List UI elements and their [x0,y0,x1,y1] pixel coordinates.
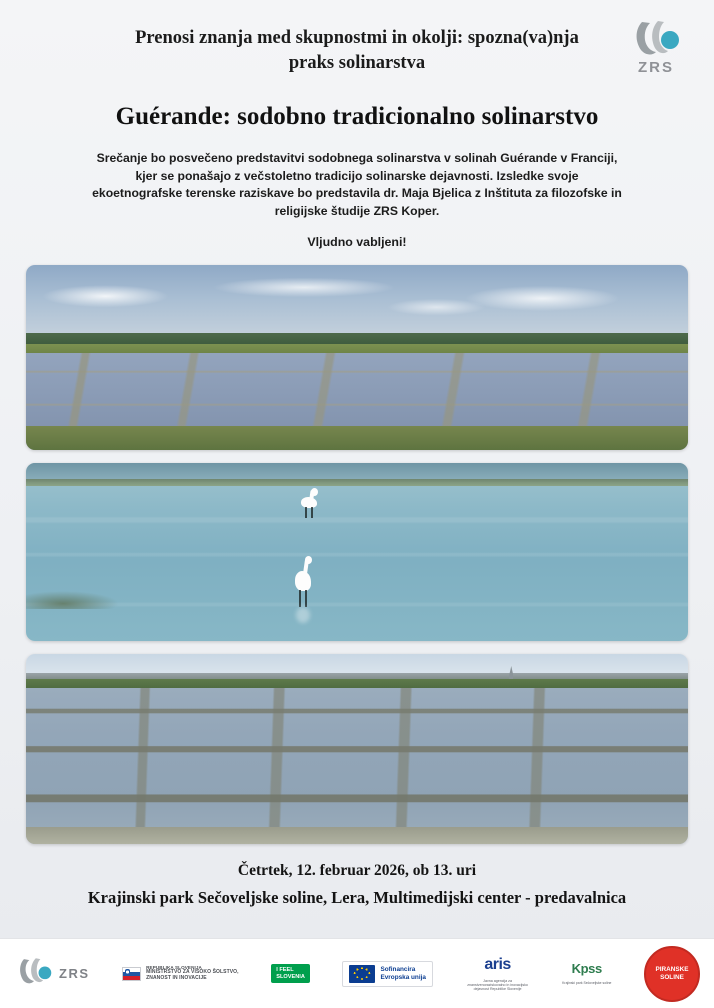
kpss-wordmark: Kpss [571,961,602,977]
footer-zrs-wordmark: ZRS [59,966,90,981]
poster-invite: Vljudno vabljeni! [307,234,407,249]
photo1-foreground-bank [26,426,688,450]
ifeel-line1: I FEEL [276,967,294,974]
title-block [0,0,714,249]
eu-line2: Evropska unija [380,973,426,981]
zrs-leaf-icon [628,18,684,58]
ministry-line1: REPUBLIKA SLOVENIJA [146,965,202,971]
egret-icon-distant [297,488,313,518]
i-feel-slovenia-badge [271,964,310,982]
aris-wordmark: aris [484,955,511,973]
footer-logo-krajinski-park [562,961,611,985]
soline-line2: SOLINE [660,973,684,981]
footer-logo-zrs [14,956,90,991]
eu-funding-block [342,961,432,987]
photo-salt-pans-panorama [26,265,688,450]
eu-flag-icon [349,965,375,983]
kpss-subtitle: Krajinski park Sečoveljske soline [562,981,612,986]
footer-logo-i-feel-slovenia [271,964,310,982]
footer-logo-eu [342,961,432,987]
ministry-line3: ZNANOST IN INOVACIJE [146,975,207,982]
event-details [0,862,714,922]
ifeel-line2: SLOVENIA [276,973,305,980]
aris-subtitle: Javna agencija za znanstvenoraziskovalno in inovacijsko dejavnost Republike Slovenije [467,978,528,992]
photo2-ripples [26,463,688,641]
page-title: Guérande: sodobno tradicionalno solinarstvo [115,102,599,130]
footer-logo-aris [466,956,530,992]
slovenia-flag-icon [122,967,141,981]
eu-line1: Sofinancira [380,965,416,973]
zrs-leaf-icon-small [14,956,54,991]
photo1-clouds [26,272,688,316]
zrs-wordmark: ZRS [638,59,674,76]
ministry-text [146,965,239,982]
footer-logo-republika-slovenija [122,965,239,982]
footer-logo-piranske-soline [644,946,700,1002]
event-datetime: Četrtek, 12. februar 2026, ob 13. uri [237,861,477,879]
photo-egret-lagoon [26,463,688,641]
soline-line1: PIRANSKE [655,966,689,974]
egret-icon [291,555,317,607]
poster-lead: Srečanje bo posvečeno predstavitvi sodobnega solinarstva v solinah Guérande v Franciji, kjer se ponašajo z večstoletno tradicijo solinarske dejavnosti. Izsledke svoje ekoetnografske terenske raziskave bo predstavila dr. Maja Bjelica z Inštituta za filozofske in religijske študije ZRS Koper. [92,150,622,218]
piranske-soline-seal [644,946,700,1002]
photo2-vegetation [26,591,119,609]
photo-salt-pan-grid [26,654,688,844]
eu-funding-text [380,966,425,982]
photo3-near-bank [26,827,688,844]
photo-gallery [0,265,714,844]
photo3-pan-grid [26,688,688,844]
zrs-logo [620,18,692,82]
poster-kicker: Prenosi znanja med skupnostmi in okolji: spozna(va)nja praks solinarstva [135,28,579,73]
event-location: Krajinski park Sečoveljske soline, Lera, Multimedijski center - predavalnica [87,887,627,907]
ministry-line2: MINISTRSTVO ZA VISOKO ŠOLSTVO, [146,969,239,976]
footer-logo-band [0,938,714,1008]
